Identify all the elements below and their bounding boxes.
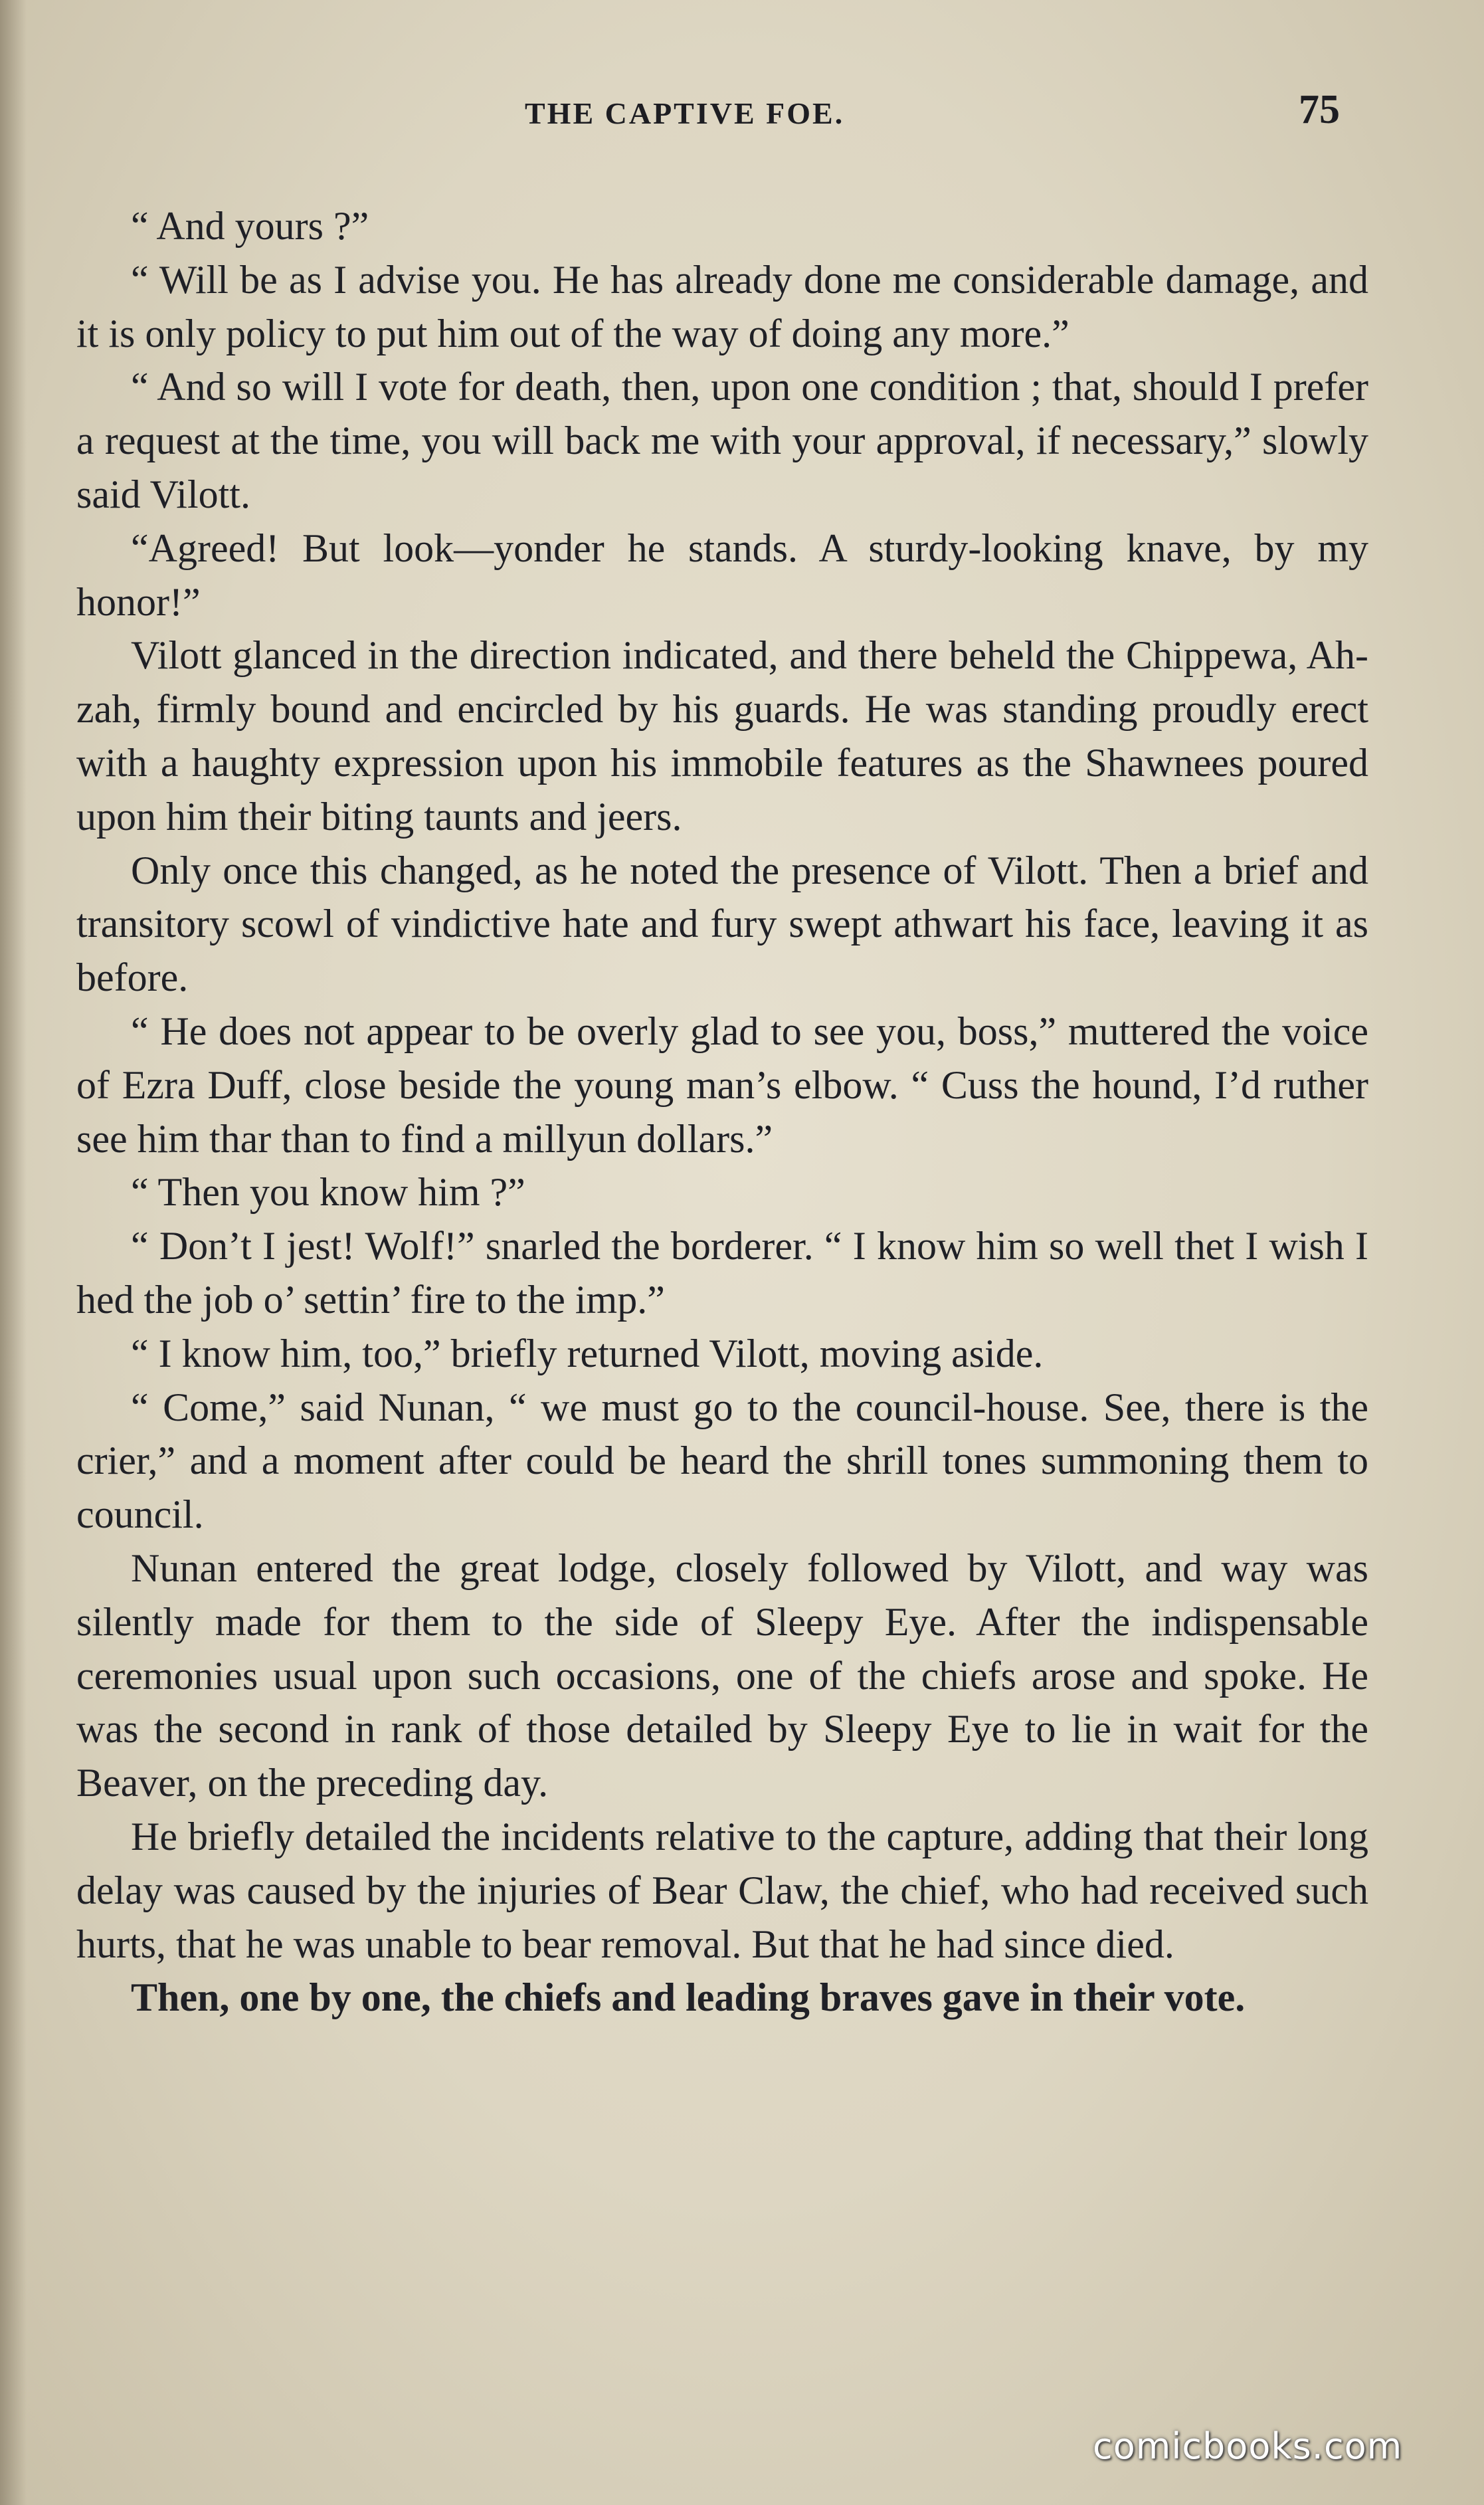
body-text (76, 199, 1368, 2025)
watermark: comicbooks.com (1093, 2425, 1403, 2467)
paragraph: “ I know him, too,” briefly returned Vilott, moving aside. (131, 1331, 1044, 1375)
running-head: THE CAPTIVE FOE. (525, 96, 845, 130)
page-header (0, 86, 1484, 140)
paragraph: “ Will be as I advise you. He has already done me considerable damage, and it is only policy to put him out of the way of doing any more.” (76, 257, 1368, 355)
paragraph: “ Come,” said Nunan, “ we must go to the council-house. See, there is the crier,” and a moment after could be heard the shrill tones summoning them to council. (76, 1385, 1368, 1537)
paragraph: “ And so will I vote for death, then, upon one condition ; that, should I prefer a request at the time, you will back me with your approval, if necessary,” slowly said Vilott. (76, 365, 1368, 516)
paragraph: He briefly detailed the incidents relative to the capture, adding that their long delay was caused by the injuries of Bear Claw, the chief, who had received such hurts, that he was unable to bear removal. But that he had since died. (76, 1814, 1368, 1966)
paragraph: Vilott glanced in the direction indicated, and there beheld the Chippewa, Ah-zah, firmly bound and encircled by his guards. He was standing proudly erect with a haughty expression upon his immobile features as the Shawnees poured upon him their biting taunts and jeers. (76, 633, 1368, 839)
paragraph: “Agreed! But look—yonder he stands. A sturdy-looking knave, by my honor!” (76, 526, 1368, 624)
paragraph: “ Then you know him ?” (131, 1170, 525, 1215)
paragraph: “ He does not appear to be overly glad to see you, boss,” muttered the voice of Ezra Duff, close beside the young man’s elbow. “ Cuss the hound, I’d ruther see him thar than to find a millyun dollars.” (76, 1009, 1368, 1161)
paragraph: Nunan entered the great lodge, closely followed by Vilott, and way was silently made for them to the side of Sleepy Eye. After the indispensable ceremonies usual upon such occasions, one of the chiefs arose and spoke. He was the second in rank of those detailed by Sleepy Eye to lie in wait for the Beaver, on the preceding day. (76, 1546, 1368, 1805)
paragraph: “ Don’t I jest! Wolf!” snarled the borderer. “ I know him so well thet I wish I hed the job o’ settin’ fire to the imp.” (76, 1224, 1368, 1322)
paragraph: Only once this changed, as he noted the presence of Vilott. Then a brief and transitory scowl of vindictive hate and fury swept athwart his face, leaving it as before. (76, 848, 1368, 1000)
paragraph: Then, one by one, the chiefs and leading braves gave in their vote. (131, 1975, 1246, 2020)
page-edge-shadow (0, 0, 27, 2505)
paragraph: “ And yours ?” (131, 204, 369, 248)
page-number: 75 (1299, 87, 1340, 132)
